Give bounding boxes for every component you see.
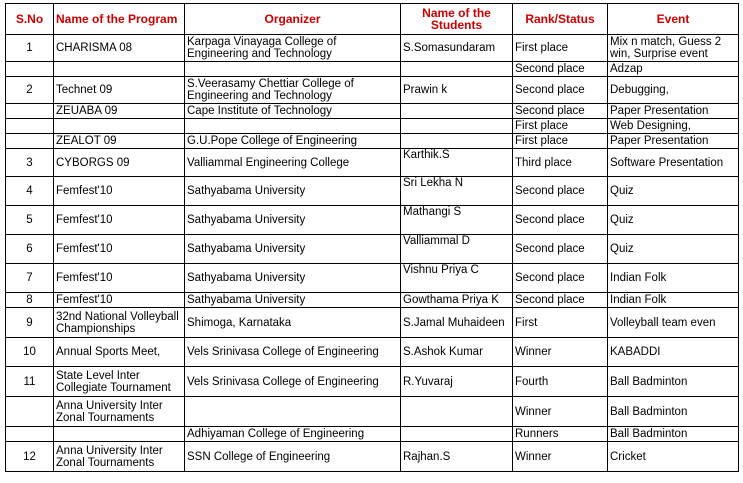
cell-program: Femfest'10 [54, 293, 185, 308]
header-event: Event [608, 4, 739, 35]
table-row [6, 206, 739, 235]
cell-student [401, 427, 513, 442]
cell-event: Paper Presentation [608, 104, 739, 119]
cell-program: Femfest'10 [54, 177, 185, 206]
cell-event: Quiz [608, 177, 739, 206]
header-row [6, 4, 739, 35]
cell-event: Ball Badminton [608, 397, 739, 427]
cell-event: Web Designing, [608, 119, 739, 134]
cell-organizer: Sathyabama University [185, 177, 401, 206]
achievements-table-wrapper [5, 3, 739, 472]
cell-organizer: G.U.Pope College of Engineering [185, 134, 401, 149]
cell-student: Vishnu Priya C [401, 264, 513, 293]
cell-program: ZEALOT 09 [54, 134, 185, 149]
cell-program: CHARISMA 08 [54, 35, 185, 62]
cell-program: CYBORGS 09 [54, 149, 185, 177]
cell-program: Femfest'10 [54, 264, 185, 293]
cell-sno [6, 62, 54, 77]
cell-rank: First place [513, 134, 608, 149]
cell-event: Ball Badminton [608, 367, 739, 397]
cell-student [401, 397, 513, 427]
cell-event: Debugging, [608, 77, 739, 104]
cell-organizer: Valliammal Engineering College [185, 149, 401, 177]
cell-sno: 11 [6, 367, 54, 397]
cell-organizer: SSN College of Engineering [185, 442, 401, 472]
header-organizer: Organizer [185, 4, 401, 35]
cell-program: ZEUABA 09 [54, 104, 185, 119]
cell-student [401, 134, 513, 149]
cell-sno: 5 [6, 206, 54, 235]
cell-rank: First place [513, 119, 608, 134]
cell-program [54, 119, 185, 134]
cell-program: Anna University Inter Zonal Tournaments [54, 397, 185, 427]
cell-sno: 4 [6, 177, 54, 206]
cell-rank: Second place [513, 293, 608, 308]
cell-organizer: Adhiyaman College of Engineering [185, 427, 401, 442]
cell-sno [6, 427, 54, 442]
cell-organizer: S.Veerasamy Chettiar College of Engineering and Technology [185, 77, 401, 104]
table-row [6, 77, 739, 104]
cell-event: Indian Folk [608, 293, 739, 308]
cell-sno [6, 104, 54, 119]
cell-event: Paper Presentation [608, 134, 739, 149]
cell-sno: 3 [6, 149, 54, 177]
table-row [6, 149, 739, 177]
cell-student: Prawin k [401, 77, 513, 104]
cell-organizer: Sathyabama University [185, 264, 401, 293]
cell-sno: 9 [6, 308, 54, 338]
cell-rank: Second place [513, 62, 608, 77]
cell-program: State Level Inter Collegiate Tournament [54, 367, 185, 397]
cell-event: Quiz [608, 206, 739, 235]
cell-program: Femfest'10 [54, 235, 185, 264]
cell-rank: Second place [513, 235, 608, 264]
cell-rank: Second place [513, 77, 608, 104]
cell-organizer [185, 119, 401, 134]
table-row [6, 427, 739, 442]
cell-organizer [185, 397, 401, 427]
cell-rank: Second place [513, 206, 608, 235]
cell-student: S.Somasundaram [401, 35, 513, 62]
cell-student: Rajhan.S [401, 442, 513, 472]
table-row [6, 442, 739, 472]
cell-organizer: Shimoga, Karnataka [185, 308, 401, 338]
cell-program [54, 62, 185, 77]
cell-student: S.Ashok Kumar [401, 338, 513, 367]
table-row [6, 397, 739, 427]
cell-student: Valliammal D [401, 235, 513, 264]
table-row [6, 293, 739, 308]
table-body [6, 35, 739, 472]
table-row [6, 177, 739, 206]
cell-program: Anna University Inter Zonal Tournaments [54, 442, 185, 472]
cell-rank: First place [513, 35, 608, 62]
cell-event: Software Presentation [608, 149, 739, 177]
cell-event: KABADDI [608, 338, 739, 367]
cell-organizer: Sathyabama University [185, 293, 401, 308]
cell-organizer: Vels Srinivasa College of Engineering [185, 367, 401, 397]
cell-sno: 7 [6, 264, 54, 293]
cell-event: Ball Badminton [608, 427, 739, 442]
cell-student [401, 119, 513, 134]
table-row [6, 119, 739, 134]
table-row [6, 235, 739, 264]
cell-student [401, 104, 513, 119]
cell-event: Mix n match, Guess 2 win, Surprise event [608, 35, 739, 62]
cell-student: Sri Lekha N [401, 177, 513, 206]
table-row [6, 367, 739, 397]
cell-sno: 1 [6, 35, 54, 62]
cell-student: Mathangi S [401, 206, 513, 235]
cell-event: Indian Folk [608, 264, 739, 293]
cell-student: R.Yuvaraj [401, 367, 513, 397]
cell-rank: First [513, 308, 608, 338]
cell-rank: Second place [513, 104, 608, 119]
cell-rank: Winner [513, 442, 608, 472]
cell-organizer: Sathyabama University [185, 235, 401, 264]
cell-event: Cricket [608, 442, 739, 472]
cell-student: Karthik.S [401, 149, 513, 177]
cell-student: Gowthama Priya K [401, 293, 513, 308]
cell-organizer: Cape Institute of Technology [185, 104, 401, 119]
cell-rank: Second place [513, 177, 608, 206]
cell-sno: 8 [6, 293, 54, 308]
table-row [6, 62, 739, 77]
cell-organizer: Vels Srinivasa College of Engineering [185, 338, 401, 367]
cell-rank: Fourth [513, 367, 608, 397]
cell-sno: 6 [6, 235, 54, 264]
cell-event: Quiz [608, 235, 739, 264]
cell-organizer: Karpaga Vinayaga College of Engineering and Technology [185, 35, 401, 62]
cell-rank: Second place [513, 264, 608, 293]
cell-sno: 2 [6, 77, 54, 104]
cell-program [54, 427, 185, 442]
cell-organizer: Sathyabama University [185, 206, 401, 235]
table-row [6, 338, 739, 367]
table-row [6, 264, 739, 293]
cell-event: Adzap [608, 62, 739, 77]
header-sno: S.No [6, 4, 54, 35]
cell-rank: Winner [513, 338, 608, 367]
table-row [6, 35, 739, 62]
cell-sno [6, 119, 54, 134]
cell-rank: Third place [513, 149, 608, 177]
cell-program: Femfest'10 [54, 206, 185, 235]
cell-sno: 12 [6, 442, 54, 472]
cell-program: 32nd National Volleyball Championships [54, 308, 185, 338]
cell-program: Annual Sports Meet, [54, 338, 185, 367]
table-row [6, 104, 739, 119]
cell-sno [6, 397, 54, 427]
cell-rank: Runners [513, 427, 608, 442]
header-students: Name of the Students [401, 4, 513, 35]
cell-student [401, 62, 513, 77]
header-rank: Rank/Status [513, 4, 608, 35]
cell-rank: Winner [513, 397, 608, 427]
table-row [6, 308, 739, 338]
cell-program: Technet 09 [54, 77, 185, 104]
header-program: Name of the Program [54, 4, 185, 35]
cell-sno [6, 134, 54, 149]
achievements-table [5, 3, 739, 472]
cell-sno: 10 [6, 338, 54, 367]
table-row [6, 134, 739, 149]
cell-student: S.Jamal Muhaideen [401, 308, 513, 338]
cell-event: Volleyball team even [608, 308, 739, 338]
cell-organizer [185, 62, 401, 77]
